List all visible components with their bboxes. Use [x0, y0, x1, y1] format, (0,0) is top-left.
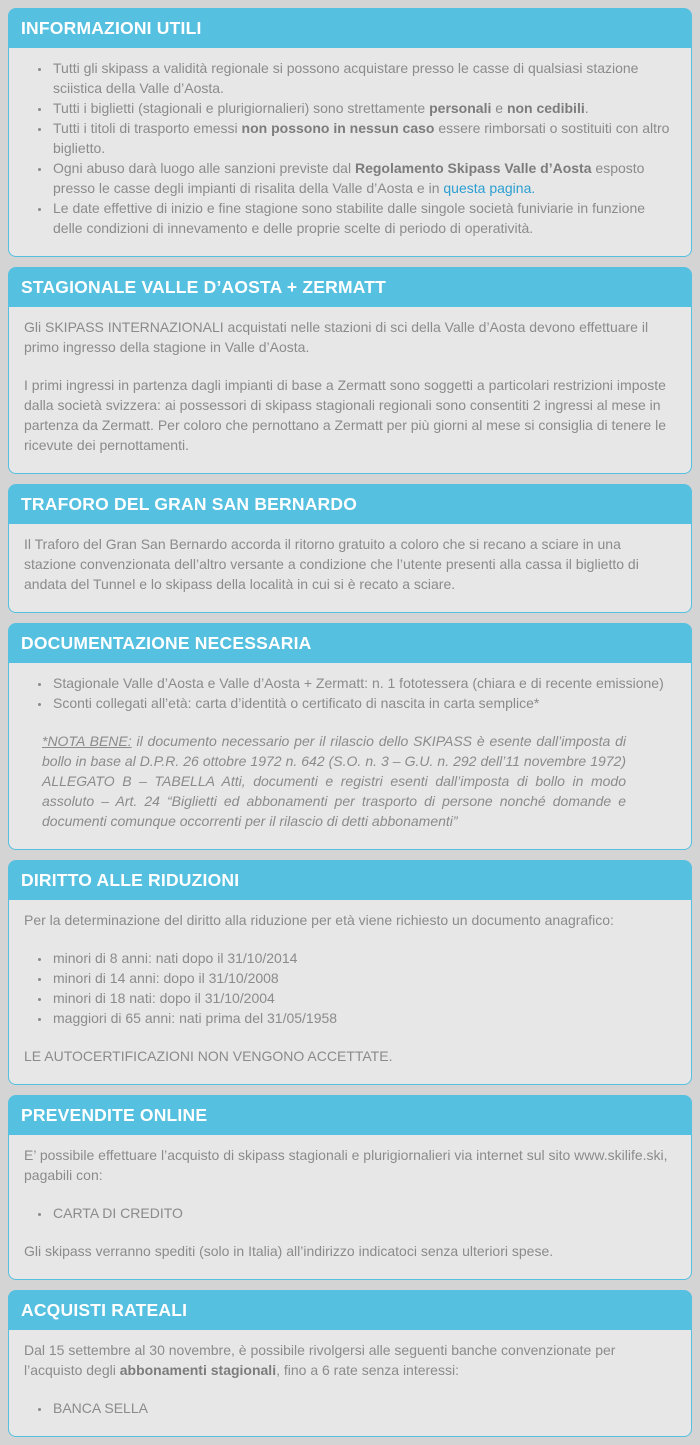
list-item	[51, 948, 676, 968]
bullet-list	[24, 58, 676, 238]
section-header	[8, 484, 692, 524]
bold-text: non cedibili	[506, 100, 585, 116]
questa-pagina-link[interactable]: questa pagina.	[443, 180, 536, 196]
bullet-list	[24, 1398, 676, 1418]
text-run: Ogni abuso darà luogo alle sanzioni previste dal	[53, 160, 355, 176]
text-run: e	[491, 100, 507, 116]
text-run: E’ possibile effettuare l’acquisto di skipass stagionali e plurigiornalieri via internet sul sito www.skilife.ski, pagabili con:	[24, 1147, 668, 1183]
section-content	[8, 524, 692, 613]
text-run: Tutti gli skipass a validità regionale si possono acquistare presso le casse di qualsiasi stazione sciistica della Valle d’Aosta.	[53, 60, 639, 96]
section-title: PREVENDITE ONLINE	[21, 1104, 208, 1125]
list-item	[51, 693, 676, 713]
paragraph	[24, 375, 676, 455]
section-acquisti-rateali	[8, 1290, 692, 1437]
list-item	[51, 118, 676, 158]
list-item	[51, 988, 676, 1008]
text-run: Gli SKIPASS INTERNAZIONALI acquistati nelle stazioni di sci della Valle d’Aosta devono effettuare il primo ingresso della stagione in Valle d’Aosta.	[24, 319, 649, 355]
text-run: Sconti collegati all’età: carta d’identità o certificato di nascita in carta semplice*	[53, 695, 540, 711]
underlined-text: *NOTA BENE:	[42, 733, 132, 749]
section-title: ACQUISTI RATEALI	[21, 1299, 188, 1320]
bold-text: abbonamenti stagionali	[119, 1362, 277, 1378]
text-run: minori di 14 anni: dopo il 31/10/2008	[53, 970, 279, 986]
section-header	[8, 8, 692, 48]
text-run: , fino a 6 rate senza interessi:	[276, 1362, 459, 1378]
section-header	[8, 1095, 692, 1135]
section-title: DIRITTO ALLE RIDUZIONI	[21, 869, 240, 890]
bullet-list	[24, 1203, 676, 1223]
section-title: DOCUMENTAZIONE NECESSARIA	[21, 632, 312, 653]
text-run: Tutti i titoli di trasporto emessi	[53, 120, 242, 136]
section-content	[8, 1330, 692, 1437]
section-traforo-gran-san-bernardo	[8, 484, 692, 613]
section-header	[8, 267, 692, 307]
list-item	[51, 1203, 676, 1223]
text-run: Tutti i biglietti (stagionali e plurigiornalieri) sono strettamente	[53, 100, 430, 116]
text-run: Le date effettive di inizio e fine stagione sono stabilite dalle singole società funiviarie in funzione delle condizioni di innevamento e delle proprie scelte di periodo di operatività.	[53, 200, 646, 236]
text-run: il documento necessario per il rilascio dello SKIPASS è esente dall’imposta di bollo in base al D.P.R. 26 ottobre 1972 n. 642 (S.O. n. 3 – G.U. n. 292 dell’11 novembre 1972) ALLEGATO B – TABELLA Atti, documenti e registri esenti dall’imposta di bollo in modo assoluto – Art. 24 “Biglietti ed abbonamenti per trasporto di persone nonché domande e documenti comunque occorrenti per il rilascio di detti abbonamenti”	[42, 733, 626, 829]
text-run: Dal 15 settembre al 30 novembre, è possibile rivolgersi alle seguenti banche convenzionate per l’acquisto degli	[24, 1342, 616, 1378]
list-item	[51, 158, 676, 198]
paragraph	[24, 1145, 676, 1185]
nota-bene-note	[42, 731, 626, 831]
text-run: .	[584, 100, 589, 116]
paragraph	[24, 1340, 676, 1380]
list-item	[51, 1008, 676, 1028]
text-run: BANCA SELLA	[53, 1400, 148, 1416]
list-item	[51, 673, 676, 693]
text-run: LE AUTOCERTIFICAZIONI NON VENGONO ACCETTATE.	[24, 1048, 393, 1064]
section-title: INFORMAZIONI UTILI	[21, 17, 202, 38]
section-title: TRAFORO DEL GRAN SAN BERNARDO	[21, 493, 358, 514]
text-run: essere rimborsati o sostituiti con altro biglietto.	[53, 120, 670, 156]
section-prevendite-online	[8, 1095, 692, 1280]
bold-text: Regolamento Skipass Valle d’Aosta	[354, 160, 592, 176]
bullet-list	[24, 673, 676, 713]
section-header	[8, 1290, 692, 1330]
list-item	[51, 968, 676, 988]
text-run: maggiori di 65 anni: nati prima del 31/05/1958	[53, 1010, 338, 1026]
section-informazioni-utili	[8, 8, 692, 257]
list-item	[51, 198, 676, 238]
section-content	[8, 1135, 692, 1280]
section-stagionale-valle-daosta-zermatt	[8, 267, 692, 474]
list-item	[51, 1398, 676, 1418]
paragraph	[24, 910, 676, 930]
bold-text: non possono in nessun caso	[241, 120, 435, 136]
sections-container	[8, 8, 692, 1437]
section-title: STAGIONALE VALLE D’AOSTA + ZERMATT	[21, 276, 387, 297]
text-run: Per la determinazione del diritto alla riduzione per età viene richiesto un documento anagrafico:	[24, 912, 614, 928]
section-header	[8, 623, 692, 663]
text-run: Il Traforo del Gran San Bernardo accorda il ritorno gratuito a coloro che si recano a sciare in una stazione convenzionata dell’altro versante a condizione che l’utente presenti alla cassa il biglietto di andata del Tunnel e lo skipass della località in cui si è recato a sciare.	[24, 536, 639, 592]
text-run: CARTA DI CREDITO	[53, 1205, 183, 1221]
section-content	[8, 307, 692, 474]
section-content	[8, 663, 692, 850]
bold-text: personali	[429, 100, 492, 116]
text-run: I primi ingressi in partenza dagli impianti di base a Zermatt sono soggetti a particolari restrizioni imposte dalla società svizzera: ai possessori di skipass stagionali regionali sono consentiti 2 ingressi al mese in partenza da Zermatt. Per coloro che pernottano a Zermatt per più giorni al mese si consiglia di tenere le ricevute dei pernottamenti.	[24, 377, 666, 453]
list-item	[51, 58, 676, 98]
bullet-list	[24, 948, 676, 1028]
paragraph	[24, 1241, 676, 1261]
section-content	[8, 900, 692, 1085]
section-diritto-alle-riduzioni	[8, 860, 692, 1085]
text-run: Stagionale Valle d’Aosta e Valle d’Aosta + Zermatt: n. 1 fototessera (chiara e di recente emissione)	[53, 675, 664, 691]
text-run: minori di 18 nati: dopo il 31/10/2004	[53, 990, 275, 1006]
paragraph	[24, 534, 676, 594]
list-item	[51, 98, 676, 118]
section-content	[8, 48, 692, 257]
paragraph	[24, 1046, 676, 1066]
section-header	[8, 860, 692, 900]
text-run: minori di 8 anni: nati dopo il 31/10/2014	[53, 950, 298, 966]
text-run: Gli skipass verranno spediti (solo in Italia) all’indirizzo indicatoci senza ulteriori spese.	[24, 1243, 554, 1259]
section-documentazione-necessaria	[8, 623, 692, 850]
text-run: esposto presso le casse degli impianti di risalita della Valle d’Aosta e in	[53, 160, 645, 196]
paragraph	[24, 317, 676, 357]
